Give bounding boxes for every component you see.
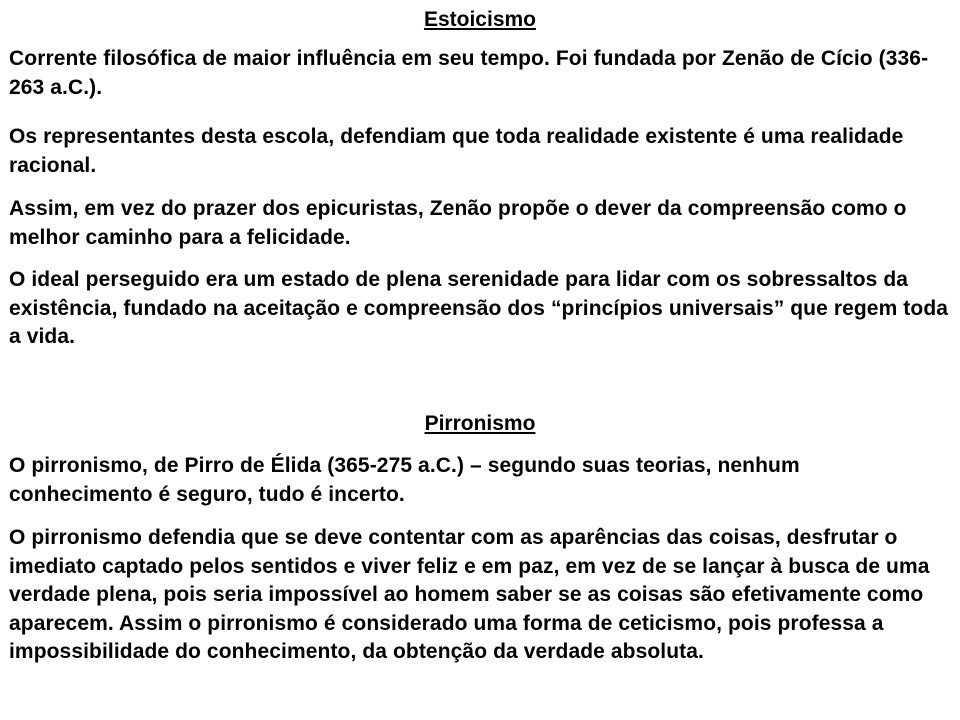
section-title-estoicismo: Estoicismo — [423, 8, 537, 31]
pirronismo-paragraph-1: O pirronismo, de Pirro de Élida (365-275 a.C.) – segundo suas teorias, nenhum conhecimento é seguro, tudo é incerto. — [9, 454, 800, 506]
estoicismo-paragraph-3: Assim, em vez do prazer dos epicuristas, Zenão propõe o dever da compreensão como o melhor caminho para a felicidade. — [9, 197, 907, 249]
estoicismo-paragraph-4: O ideal perseguido era um estado de plena serenidade para lidar com os sobressaltos da existência, fundado na aceitação e compreensão dos “princípios universais” que regem toda a vida. — [9, 268, 949, 348]
estoicismo-paragraph-2: Os representantes desta escola, defendiam que toda realidade existente é uma realidade racional. — [9, 125, 904, 177]
pirronismo-paragraph-2: O pirronismo defendia que se deve contentar com as aparências das coisas, desfrutar o imediato captado pelos sentidos e viver feliz e em paz, em vez de se lançar à busca de uma verdade plena, pois seria impossível ao homem saber se as coisas são efetivamente como aparecem. Assim o pirronismo é considerado uma forma de ceticismo, pois professa a impossibilidade do conhecimento, da obtenção da verdade absoluta. — [9, 526, 930, 663]
section-title-pirronismo: Pirronismo — [424, 412, 536, 435]
estoicismo-paragraph-1: Corrente filosófica de maior influência em seu tempo. Foi fundada por Zenão de Cício (336-263 a.C.). — [9, 47, 929, 99]
